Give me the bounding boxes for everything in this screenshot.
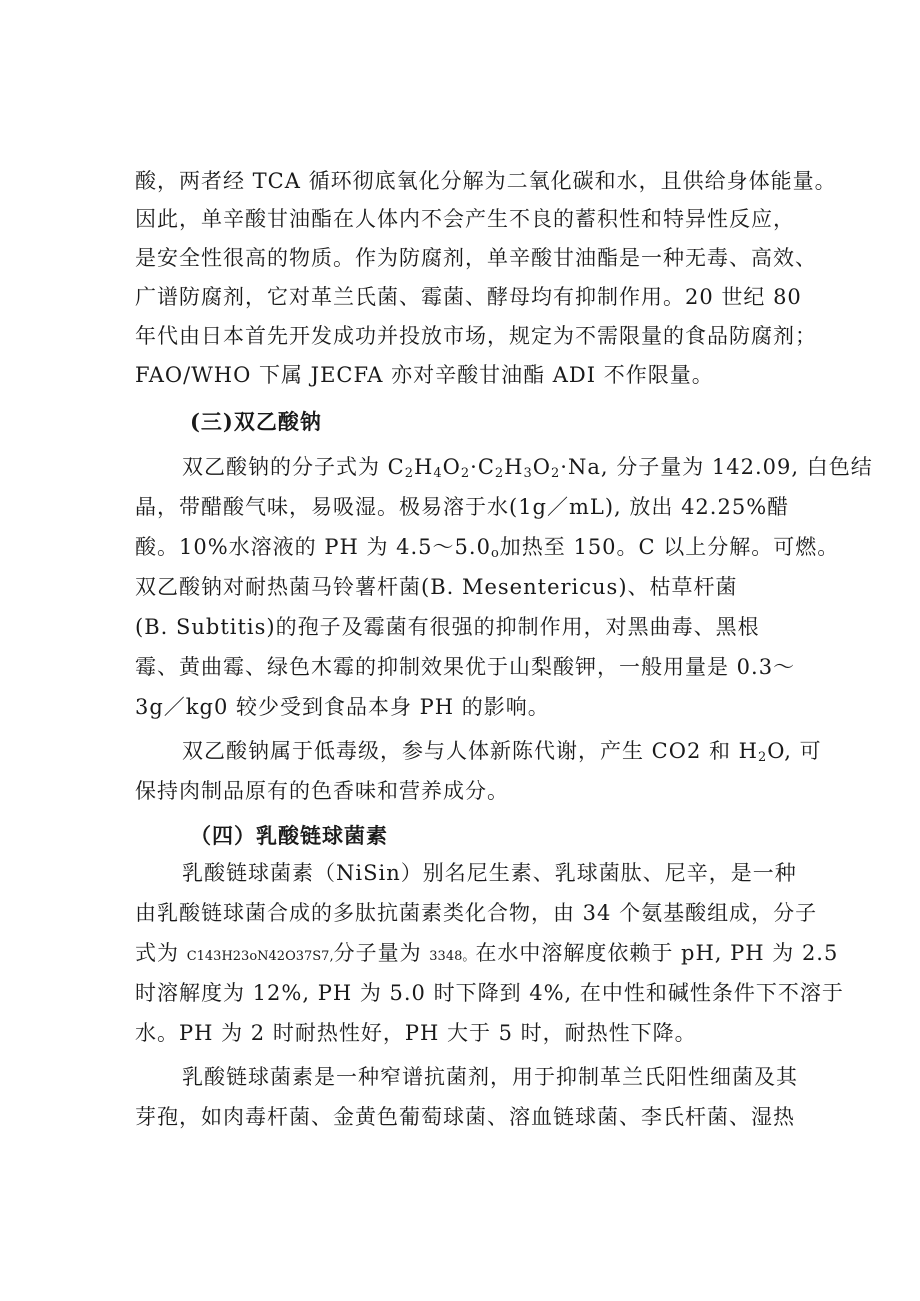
para2-line6: 霉、黄曲霉、绿色木霉的抑制效果优于山梨酸钾，一般用量是 0.3～ [135, 655, 796, 679]
formula-sub: 3 [523, 466, 533, 481]
para1-line2: 因此，单辛酸甘油酯在人体内不会产生不良的蓄积性和特异性反应， [135, 207, 795, 231]
formula-sub: 2 [551, 466, 561, 481]
formula-sub: 2 [460, 466, 471, 481]
formula-part: O [442, 455, 461, 479]
para4-line3 [135, 938, 838, 972]
para4-line4: 时溶解度为 12%, PH 为 5.0 时下降到 4%, 在中性和碱性条件下不溶于 [135, 981, 844, 1005]
line-middle: 分子量为 [333, 941, 430, 965]
molecular-weight: 3348。 [429, 949, 476, 964]
formula-sub: 4 [433, 466, 443, 481]
line-suffix: 在水中溶解度依赖于 pH, PH 为 2.5 [475, 941, 839, 965]
formula-sub: 2 [404, 466, 415, 481]
formula-part: H [504, 455, 524, 479]
formula-part: H [414, 455, 434, 479]
line-sub: o [490, 546, 500, 561]
para2-line5: (B. Subtitis)的孢子及霉菌有很强的抑制作用，对黑曲毒、黑根 [135, 615, 760, 639]
para5-line2: 芽孢，如肉毒杆菌、金黄色葡萄球菌、溶血链球菌、李氏杆菌、湿热 [135, 1105, 795, 1129]
formula-part: O [532, 455, 551, 479]
para4-line2: 由乳酸链球菌合成的多肽抗菌素类化合物，由 34 个氨基酸组成，分子 [135, 901, 818, 925]
para1-line3: 是安全性很高的物质。作为防腐剂，单辛酸甘油酯是一种无毒、高效、 [135, 246, 817, 270]
para1-line1: 酸，两者经 TCA 循环彻底氧化分解为二氧化碳和水，且供给身体能量。 [135, 169, 837, 193]
formula-prefix: 双乙酸钠的分子式为 C [182, 455, 405, 479]
para2-line1 [182, 452, 873, 482]
line-suffix: O, 可 [767, 739, 822, 763]
para2-line3 [135, 532, 839, 562]
para2-line2: 晶，带醋酸气味，易吸湿。极易溶于水(1g／mL), 放出 42.25%醋 [135, 495, 790, 519]
para4-line1: 乳酸链球菌素（NiSin）别名尼生素、乳球菌肽、尼辛，是一种 [182, 861, 797, 885]
line-prefix: 式为 [135, 941, 187, 965]
para4-line5: 水。PH 为 2 时耐热性好，PH 大于 5 时，耐热性下降。 [135, 1021, 697, 1045]
para1-line5: 年代由日本首先开发成功并投放市场，规定为不需限量的食品防腐剂； [135, 324, 817, 348]
para1-line6: FAO/WHO 下属 JECFA 亦对辛酸甘油酯 ADI 不作限量。 [135, 363, 714, 387]
section-heading-4: （四）乳酸链球菌素 [190, 823, 388, 848]
para1-line4: 广谱防腐剂，它对革兰氏菌、霉菌、酵母均有抑制作用。20 世纪 80 [135, 285, 802, 309]
para3-line1 [182, 736, 822, 766]
line-prefix: 酸。10%水溶液的 PH 为 4.5～5.0 [135, 535, 491, 559]
para3-line2: 保持肉制品原有的色香味和营养成分。 [135, 779, 509, 803]
molecular-formula: C143H23oN42O37S7, [186, 949, 334, 964]
line-suffix: 加热至 150。C 以上分解。可燃。 [499, 535, 840, 559]
para5-line1: 乳酸链球菌素是一种窄谱抗菌剂，用于抑制革兰氏阳性细菌及其 [182, 1065, 798, 1089]
formula-suffix: ·Na, 分子量为 142.09, 白色结 [560, 455, 873, 479]
formula-part: ·C [470, 455, 495, 479]
line-prefix: 双乙酸钠属于低毒级，参与人体新陈代谢，产生 CO2 和 H [182, 739, 758, 763]
para2-line7: 3g／kg0 较少受到食品本身 PH 的影响。 [135, 695, 550, 719]
para2-line4: 双乙酸钠对耐热菌马铃薯杆菌(B. Mesentericus)、枯草杆菌 [135, 575, 738, 599]
line-sub: 2 [757, 750, 768, 765]
formula-sub: 2 [494, 466, 505, 481]
section-heading-3: (三)双乙酸钠 [190, 409, 322, 434]
